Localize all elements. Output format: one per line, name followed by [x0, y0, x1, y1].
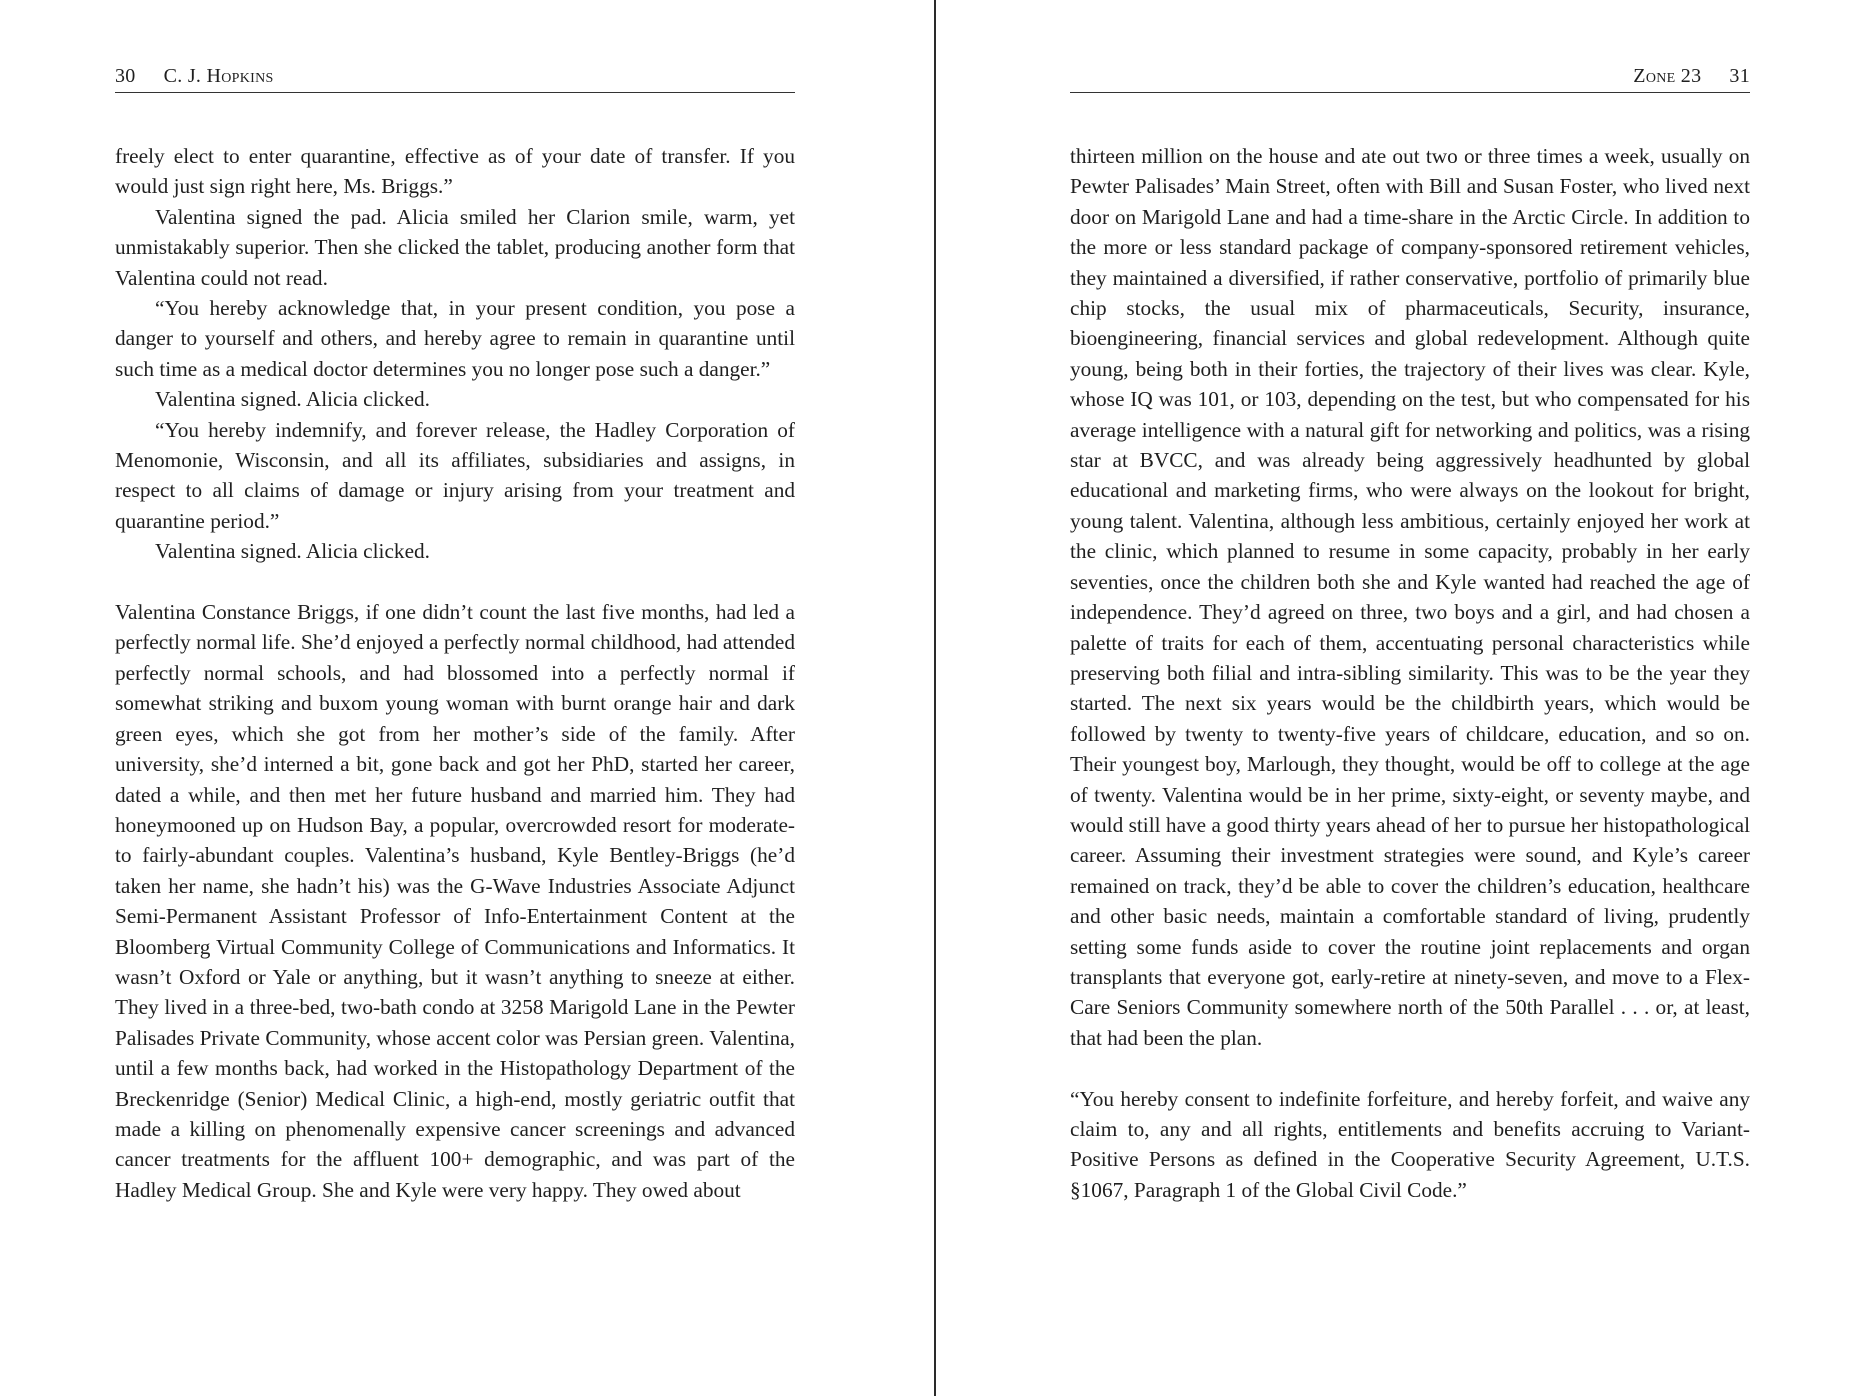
paragraph: freely elect to enter quarantine, effective as of your date of transfer. If you would just sign right here, Ms. Briggs.”: [115, 144, 795, 199]
right-page: [936, 0, 1862, 1396]
paragraph: thirteen million on the house and ate out two or three times a week, usually on Pewter Palisades’ Main Street, often with Bill and Susan Foster, who lived next door on Marigold Lane and had a time-share in the Arctic Circle. In addition to the more or less standard package of company-sponsored retirement vehicles, they maintained a diversified, if rather conservative, portfolio of primarily blue chip stocks, the usual mix of pharmaceuticals, Security, insurance, bioengineering, financial services and global redevelopment. Although quite young, being both in their forties, the trajectory of their lives was clear. Kyle, whose IQ was 101, or 103, depending on the test, but who compensated for his average intelligence with a natural gift for networking and politics, was a rising star at BVCC, and was already being aggressively headhunted by global educational and marketing firms, who were always on the lookout for bright, young talent. Valentina, although less ambitious, certainly enjoyed her work at the clinic, which planned to resume in some capacity, probably in her early seventies, once the children both she and Kyle wanted had reached the age of independence. They’d agreed on three, two boys and a girl, and had chosen a palette of traits for each of them, accentuating personal characteristics while preserving both filial and intra-sibling similarity. This was to be the year they started. The next six years would be the childbirth years, which would be followed by twenty to twenty-five years of childcare, education, and so on. Their youngest boy, Marlough, they thought, would be off to college at the age of twenty. Valentina would be in her prime, sixty-eight, or seventy maybe, and would still have a good thirty years ahead of her to pursue her histopathological career. Assuming their investment strategies were sound, and Kyle’s career remained on track, they’d be able to cover the children’s education, healthcare and other basic needs, maintain a comfortable standard of living, prudently setting some funds aside to cover the routine joint replacements and organ transplants that everyone got, early-retire at ninety-seven, and move to a Flex-Care Seniors Community somewhere north of the 50th Parallel . . . or, at least, that had been the plan.: [1070, 144, 1750, 1050]
left-running-header: [115, 60, 795, 93]
paragraph: “You hereby acknowledge that, in your present condition, you pose a danger to yourself and others, and hereby agree to remain in quarantine until such time as a medical doctor determines you no longer pose such a danger.”: [115, 296, 795, 381]
paragraph: Valentina signed the pad. Alicia smiled her Clarion smile, warm, yet unmistakably superior. Then she clicked the tablet, producing another form that Valentina could not read.: [115, 204, 795, 290]
left-page-number: 30: [115, 65, 136, 87]
right-running-header: [1070, 60, 1750, 93]
left-page-body: [115, 141, 795, 1205]
right-page-number: 31: [1729, 65, 1750, 87]
paragraph: “You hereby indemnify, and forever release, the Hadley Corporation of Menomonie, Wisconsin, and all its affiliates, subsidiaries and assigns, in respect to all claims of damage or injury arising from your treatment and quarantine period.”: [115, 417, 795, 533]
right-running-head: Zone 23: [1633, 65, 1702, 87]
paragraph: Valentina signed. Alicia clicked.: [155, 387, 430, 412]
paragraph: Valentina Constance Briggs, if one didn’t count the last five months, had led a perfectly normal life. She’d enjoyed a perfectly normal childhood, had attended perfectly normal schools, and had blossomed into a perfectly normal if somewhat striking and buxom young woman with burnt orange hair and dark green eyes, which she got from her mother’s side of the family. After university, she’d interned a bit, gone back and got her PhD, started her career, dated a while, and then met her future husband and married him. They had honeymooned up on Hudson Bay, a popular, overcrowded resort for moderate- to fairly-abundant couples. Valentina’s husband, Kyle Bentley-Briggs (he’d taken her name, she hadn’t his) was the G-Wave Industries Associate Adjunct Semi-Permanent Assistant Professor of Info-Entertainment Content at the Bloomberg Virtual Community College of Communications and Informatics. It wasn’t Oxford or Yale or anything, but it wasn’t anything to sneeze at either. They lived in a three-bed, two-bath condo at 3258 Marigold Lane in the Pewter Palisades Private Community, whose accent color was Persian green. Valentina, until a few months back, had worked in the Histopathology Department of the Breckenridge (Senior) Medical Clinic, a high-end, mostly geriatric outfit that made a killing on phenomenally expensive cancer screenings and advanced cancer treatments for the affluent 100+ demographic, and was part of the Hadley Medical Group. She and Kyle were very happy. They owed about: [115, 600, 795, 1202]
left-running-head: C. J. Hopkins: [163, 65, 274, 87]
right-page-body: [1070, 141, 1750, 1205]
paragraph: “You hereby consent to indefinite forfeiture, and hereby forfeit, and waive any claim to, any and all rights, entitlements and benefits accruing to Variant-Positive Persons as defined in the Cooperative Security Agreement, U.T.S. §1067, Paragraph 1 of the Global Civil Code.”: [1070, 1086, 1750, 1202]
paragraph: Valentina signed. Alicia clicked.: [155, 539, 430, 564]
